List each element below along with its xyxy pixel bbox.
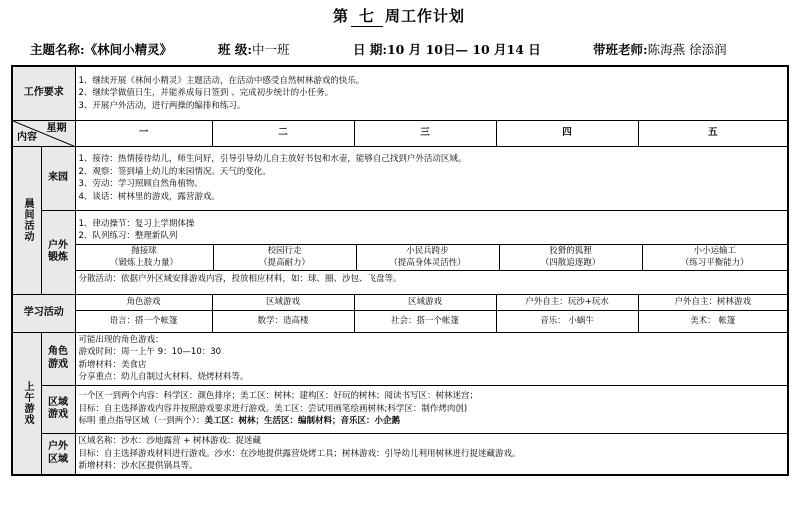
morning-activity-label: 晨间活动 bbox=[12, 146, 41, 294]
outdoor-area-label: 户外区域 bbox=[41, 433, 75, 475]
game-tue: 校园行走 （提高耐力） bbox=[214, 245, 357, 270]
scatter-activity: 分散活动：依据户外区域安排游戏内容，投放相应材料，如：球、圈、沙包、飞盘等。 bbox=[78, 273, 402, 284]
day-tue: 二 bbox=[212, 120, 354, 146]
study-type-fri: 户外自主：树林游戏 bbox=[638, 294, 788, 310]
teachers: 带班老师:陈海燕 徐添润 bbox=[593, 42, 727, 57]
lesson-thu: 音乐： 小蜗牛 bbox=[496, 310, 638, 332]
outdoor-exercise-content: 1、律动操节：复习上学期体操 2、队列练习：整理新队列 抛接球 （锻炼上肢力量） 校园行走 （提高耐力） 小民兵跨步 （提高身体灵活性） 狡猾的狐狸 （四散追逐跑） 小小运输工 （练习平衡能力） 分散活动：依据户外区域安排游戏内容，投放相应材料，如：球、圈、沙包、飞盘等。 bbox=[75, 210, 788, 294]
lesson-tue: 数学：造高楼 bbox=[212, 310, 354, 332]
day-wed: 三 bbox=[354, 120, 496, 146]
lesson-fri: 美术： 帐篷 bbox=[638, 310, 788, 332]
arrival-label: 来园 bbox=[41, 146, 75, 210]
study-type-thu: 户外自主：玩沙+玩水 bbox=[496, 294, 638, 310]
weekly-plan-table bbox=[11, 65, 789, 476]
class-name: 班 级:中一班 bbox=[218, 42, 290, 57]
game-mon: 抛接球 （锻炼上肢力量） bbox=[76, 245, 214, 270]
forenoon-games-label: 上午游戏 bbox=[12, 332, 41, 475]
work-requirements: 1、继续开展《林间小精灵》主题活动，在活动中感受自然树林游戏的快乐。 2、继续学做值日生，并能养成每日签到 、完成初步统计的小任务。 3、开展户外活动，进行两操的编排和练习。 bbox=[75, 66, 788, 120]
work-requirements-label: 工作要求 bbox=[12, 66, 75, 120]
lesson-wed: 社会：搭一个帐篷 bbox=[354, 310, 496, 332]
study-activity-label: 学习活动 bbox=[12, 294, 75, 332]
game-thu: 狡猾的狐狸 （四散追逐跑） bbox=[500, 245, 643, 270]
theme-name: 主题名称:《林间小精灵》 bbox=[30, 42, 173, 57]
day-mon: 一 bbox=[75, 120, 212, 146]
lesson-mon: 语言：搭一个帐篷 bbox=[75, 310, 212, 332]
role-play-label: 角色游戏 bbox=[41, 332, 75, 385]
outdoor-exercise-label: 户外锻炼 bbox=[41, 210, 75, 294]
week-number: 七 bbox=[351, 5, 383, 27]
study-type-mon: 角色游戏 bbox=[75, 294, 212, 310]
header-diagonal-cell: 星期 内容 bbox=[12, 120, 75, 146]
page-title: 第 七 周工作计划 bbox=[332, 7, 466, 25]
day-thu: 四 bbox=[496, 120, 638, 146]
outdoor-area-content: 区域名称：沙水：沙地露营 + 树林游戏：捉迷藏 目标：自主选择游戏材料进行游戏。沙水：在沙地提供露营烧烤工具；树林游戏：引导幼儿利用树林进行捉迷藏游戏。 新增材料：沙水区提供锅具等。 bbox=[75, 433, 788, 475]
study-type-wed: 区域游戏 bbox=[354, 294, 496, 310]
arrival-content: 1、接待：热情接待幼儿，师生问好，引导引导幼儿自主放好书包和水壶，能够自己找到户外活动区域。 2、观察：签到墙上幼儿的来园情况。天气的变化。 3、劳动：学习照顾自然角植物。 4、谈话：树林里的游戏，露营游戏。 bbox=[75, 146, 788, 210]
area-games-content: 一个区一到两个内容：科学区：颜色排序；美工区：树林；建构区：好玩的树林；阅读书写区：树林迷宫； 目标：自主选择游戏内容并按照游戏要求进行游戏。美工区：尝试用画笔绘画树林;科学区：制作烤肉创) 标明 重点指导区域（一到两个）：美工区：树林；生活区：编制材料；音乐区：小企鹅 bbox=[75, 385, 788, 433]
day-fri: 五 bbox=[638, 120, 788, 146]
outdoor-games-row bbox=[76, 244, 788, 271]
study-type-tue: 区域游戏 bbox=[212, 294, 354, 310]
area-games-label: 区域游戏 bbox=[41, 385, 75, 433]
game-wed: 小民兵跨步 （提高身体灵活性） bbox=[357, 245, 500, 270]
date-range: 日 期:10 月 10日— 10 月14 日 bbox=[353, 42, 541, 57]
game-fri: 小小运输工 （练习平衡能力） bbox=[680, 245, 749, 269]
role-play-content: 可能出现的角色游戏： 游戏时间：周一上午 9：10—10：30 新增材料：美食店 分享重点：幼儿自制过火材料、烧烤材料等。 bbox=[75, 332, 788, 385]
